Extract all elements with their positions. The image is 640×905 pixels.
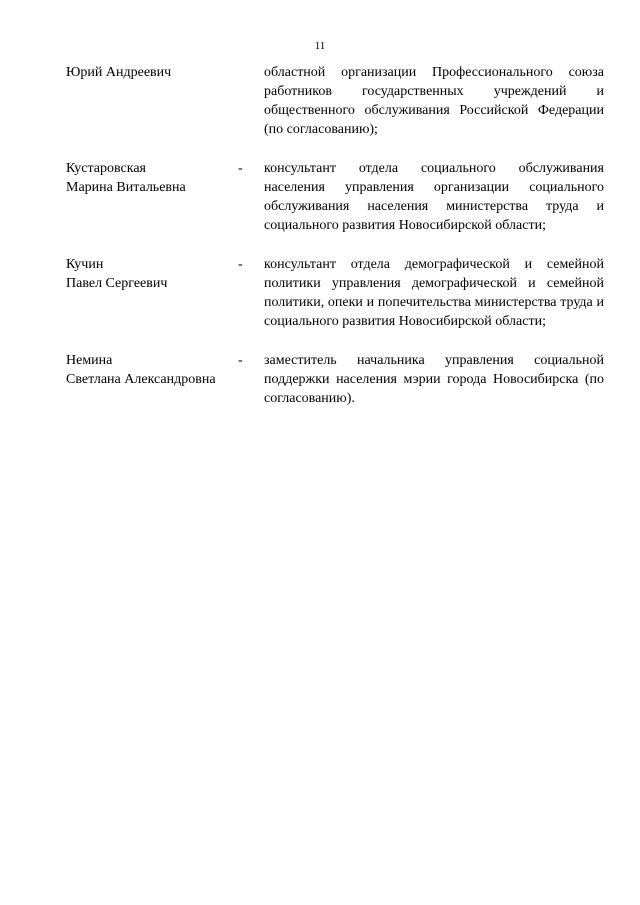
name-line: Кучин [66,257,104,272]
list-item [66,351,606,408]
position-description: областной организации Профессионального союза работников государственных учреждений и общественного обслуживания Российской Федерации (по согласованию); [264,65,604,137]
person-name [66,351,238,389]
list-item [66,63,606,139]
name-line: Кустаровская [66,161,146,176]
name-line: Марина Витальевна [66,180,186,195]
members-list [66,63,606,428]
name-line: Немина [66,353,113,368]
person-name [66,159,238,197]
list-item [66,159,606,235]
position-description: консультант отдела социального обслуживания населения управления организации социального обслуживания населения министерства труда и социального развития Новосибирской области; [264,161,604,233]
position-description: консультант отдела демографической и семейной политики управления демографической и семейной политики, опеки и попечительства министерства труда и социального развития Новосибирской области; [264,257,604,329]
separator-dash: - [238,161,243,176]
list-item [66,255,606,331]
name-line: Светлана Александровна [66,372,216,387]
separator-dash: - [238,353,243,368]
person-name [66,63,238,82]
name-line: Юрий Андреевич [66,65,172,80]
position-description: заместитель начальника управления социальной поддержки населения мэрии города Новосибирска (по согласованию). [264,353,604,406]
name-line: Павел Сергеевич [66,276,168,291]
person-name [66,255,238,293]
separator-dash: - [238,257,243,272]
page-number: 11 [314,40,326,52]
